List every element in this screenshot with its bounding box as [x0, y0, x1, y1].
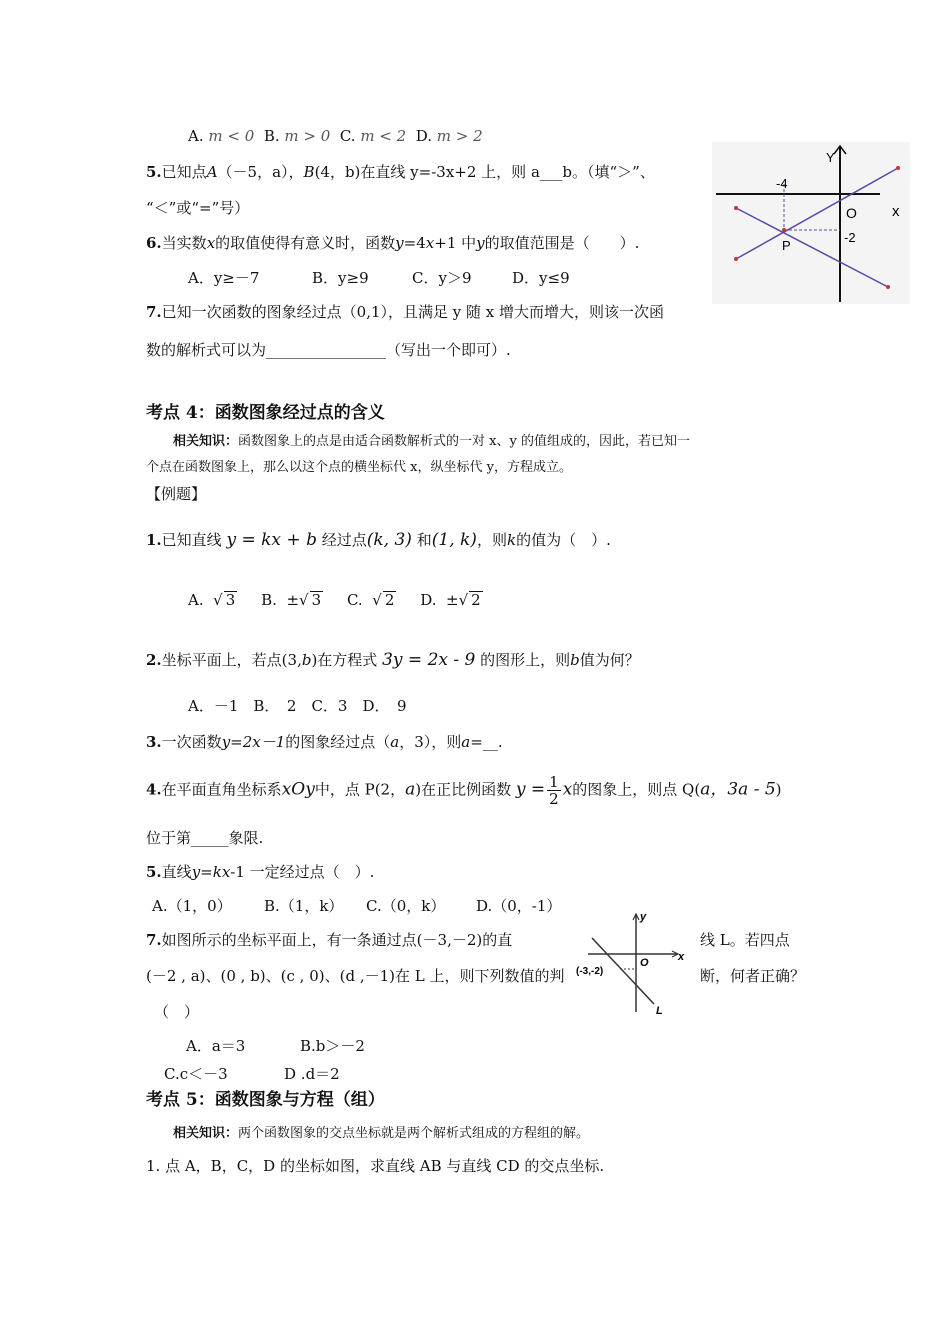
q6-opt-c: C．y＞9 — [412, 269, 472, 287]
q6-opt-d: D．y≤9 — [512, 269, 570, 287]
example-5-opt-a: A.（1，0） — [152, 897, 232, 915]
section-4-title: 考点 4：函数图象经过点的含义 — [146, 403, 385, 423]
graph1-o-label: O — [846, 205, 857, 221]
section-5-question-1: 1. 点 A，B，C，D 的坐标如图，求直线 AB 与直线 CD 的交点坐标. — [146, 1157, 605, 1175]
example-5-opt-c: C.（0，k） — [366, 897, 446, 915]
q6-line1: 6.当实数x的取值使得有意义时，函数y=4x+1 中y的取值范围是（ ）. — [146, 234, 640, 252]
example-label: 【例题】 — [146, 485, 207, 503]
example-4-line2: 位于第_____象限. — [146, 829, 264, 847]
graph2-point-label: (-3,-2) — [576, 966, 604, 977]
graph1-p-label: P — [782, 238, 791, 253]
section-4-knowledge-1: 相关知识：函数图象上的点是由适合函数解析式的一对 x、y 的值组成的，因此，若已知一 — [173, 434, 690, 449]
example-1-options: A. √ 3 B. ±√ 3 C. √ 2 D. ±√ 2 — [188, 591, 481, 609]
example-7-right2: 断，何者正确？ — [700, 967, 806, 985]
example-7-opt-b: B.b＞－2 — [300, 1037, 365, 1055]
graph-2 — [574, 908, 692, 1018]
example-7-opt-c: C.c＜－3 — [164, 1065, 228, 1083]
graph2-line-label: L — [656, 1005, 663, 1017]
example-7-opt-a: A．a＝3 — [186, 1037, 246, 1055]
example-7-right1: 线 L。若四点 — [700, 931, 790, 949]
graph-1 — [712, 142, 910, 304]
q7-line2: 数的解析式可以为________________（写出一个即可）. — [146, 341, 511, 359]
example-5-opt-d: D.（0，-1） — [476, 897, 562, 915]
graph1-x-label: x — [892, 203, 900, 220]
graph2-y-label: y — [640, 911, 647, 923]
example-2: 2.坐标平面上，若点(3,b)在方程式 3y = 2x - 9 的图形上，则b值为何？ — [146, 650, 640, 670]
graph1-neg2: -2 — [844, 230, 856, 245]
example-3: 3.一次函数y=2x－1的图象经过点（a，3），则a=__. — [146, 733, 503, 751]
q6-opt-b: B．y≥9 — [312, 269, 369, 287]
example-1: 1.已知直线 y = kx + b 经过点(k, 3) 和(1, k)，则k的值为（ ）. — [146, 530, 611, 550]
q4-options: A. m < 0 B. m > 0 C. m < 2 D. m > 2 — [188, 127, 483, 145]
graph2-x-label: x — [678, 951, 685, 963]
graph1-neg4: -4 — [776, 176, 788, 191]
q6-opt-a: A．y≥－7 — [188, 269, 260, 287]
example-7-opt-d: D .d＝2 — [284, 1065, 340, 1083]
section-5-title: 考点 5：函数图象与方程（组） — [146, 1090, 385, 1110]
q5-line2: “＜”或“=”号） — [146, 199, 250, 217]
example-5: 5.直线y=kx-1 一定经过点（ ）. — [146, 863, 375, 881]
q5-line1: 5.已知点A（－5，a），B(4，b)在直线 y=-3x+2 上，则 a___b。（填“＞”、 — [146, 163, 655, 181]
example-5-opt-b: B.（1，k） — [264, 897, 344, 915]
example-7-line1: 7.如图所示的坐标平面上，有一条通过点(－3,－2)的直 — [146, 931, 513, 949]
q7-line1: 7.已知一次函数的图象经过点（0,1），且满足 y 随 x 增大而增大，则该一次函 — [146, 303, 665, 321]
section-4-knowledge-2: 个点在函数图象上，那么以这个点的横坐标代 x，纵坐标代 y，方程成立。 — [146, 460, 572, 475]
example-7-line2: (－2 , a)、(0 , b)、(c , 0)、(d ,－1)在 L 上，则下列数值的判 — [146, 967, 565, 985]
section-5-knowledge: 相关知识：两个函数图象的交点坐标就是两个解析式组成的方程组的解。 — [173, 1126, 590, 1141]
example-2-options: A．－1 B． 2 C．3 D． 9 — [188, 697, 407, 715]
example-4: 4.在平面直角坐标系xOy中，点 P(2，a)在正比例函数 y = $\frac{1}{2}$ x的图象上，则点 Q(a，3a - 5) — [146, 773, 782, 808]
example-7-line3: （ ） — [154, 1003, 200, 1021]
graph1-y-label: Y — [826, 150, 835, 165]
graph2-o-label: O — [640, 957, 649, 969]
